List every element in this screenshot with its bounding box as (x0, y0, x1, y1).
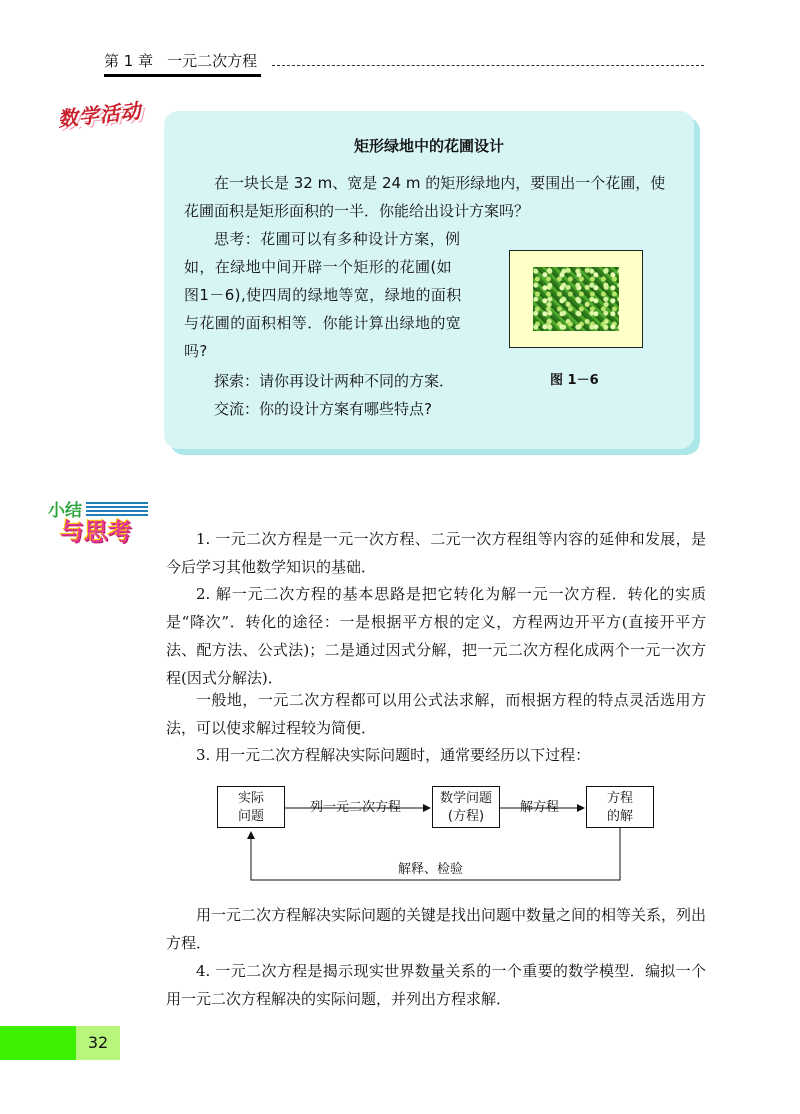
summary-badge-small: 小结 (48, 501, 82, 521)
box-line: 方程 (606, 791, 633, 806)
activity-panel (164, 111, 694, 449)
summary-item: 3. 用一元二次方程解决实际问题时，通常要经历以下过程： (196, 746, 591, 764)
page-number: 32 (76, 1026, 120, 1060)
arrow-label-formulate: 列一元二次方程 (310, 800, 402, 815)
real-problem-box (217, 786, 285, 828)
activity-think-paragraph: 思考：花圃可以有多种设计方案，例如，在绿地中间开辟一个矩形的花圃(如图1－6),使四周的绿地等宽，绿地的面积与花圃的面积相等．你能计算出绿地的宽吗? (184, 230, 462, 360)
activity-exchange-paragraph: 交流：你的设计方案有哪些特点? (214, 400, 432, 418)
activity-title: 矩形绿地中的花圃设计 (353, 137, 504, 155)
summary-item: 1. 一元二次方程是一元一次方程、二元一次方程组等内容的延伸和发展，是今后学习其他数学知识的基础． (166, 530, 706, 576)
garden-figure (509, 250, 643, 348)
activity-explore-paragraph: 探索：请你再设计两种不同的方案． (214, 372, 455, 390)
page-number-bar (0, 1026, 120, 1060)
box-line: 的解 (606, 809, 633, 824)
process-flowchart (210, 778, 670, 888)
header-rule (272, 65, 704, 66)
summary-item: 一般地，一元二次方程都可以用公式法求解，而根据方程的特点灵活选用方法，可以使求解过程较为简便． (166, 691, 706, 737)
math-problem-box (432, 786, 500, 828)
box-line: 问题 (237, 809, 264, 824)
summary-item: 2. 解一元二次方程的基本思路是把它转化为解一元一次方程．转化的实质是“降次”．转化的途径：一是根据平方根的定义，方程两边开平方(直接开平方法、配方法、公式法)；二是通过因式分解，把一元二次方程化成两个一元一次方程(因式分解法)． (166, 585, 706, 687)
summary-badge (48, 496, 158, 546)
flower-bed-image (533, 267, 619, 331)
box-line: (方程) (447, 809, 485, 824)
summary-item: 用一元二次方程解决实际问题的关键是找出问题中数量之间的相等关系，列出方程． (166, 906, 707, 952)
box-line: 数学问题 (439, 791, 492, 806)
arrow-label-interpret: 解释、检验 (398, 862, 464, 877)
summary-badge-big: 与思考 (60, 518, 132, 546)
box-line: 实际 (237, 791, 264, 806)
arrow-label-solve: 解方程 (520, 800, 560, 815)
chapter-number: 第 1 章 (104, 52, 154, 70)
chapter-heading (104, 50, 261, 77)
activity-paragraph: 在一块长是 32 m、宽是 24 m 的矩形绿地内，要围出一个花圃，使花圃面积是矩形面积的一半．你能给出设计方案吗？ (184, 174, 666, 220)
figure-caption: 图 1－6 (550, 373, 599, 388)
math-activity-badge: 数学活动 (56, 98, 143, 132)
chapter-title: 一元二次方程 (167, 52, 258, 70)
running-header (104, 50, 704, 76)
summary-item: 4. 一元二次方程是揭示现实世界数量关系的一个重要的数学模型．编拟一个用一元二次方程解决的实际问题，并列出方程求解． (166, 962, 706, 1008)
equation-solution-box (586, 786, 654, 828)
